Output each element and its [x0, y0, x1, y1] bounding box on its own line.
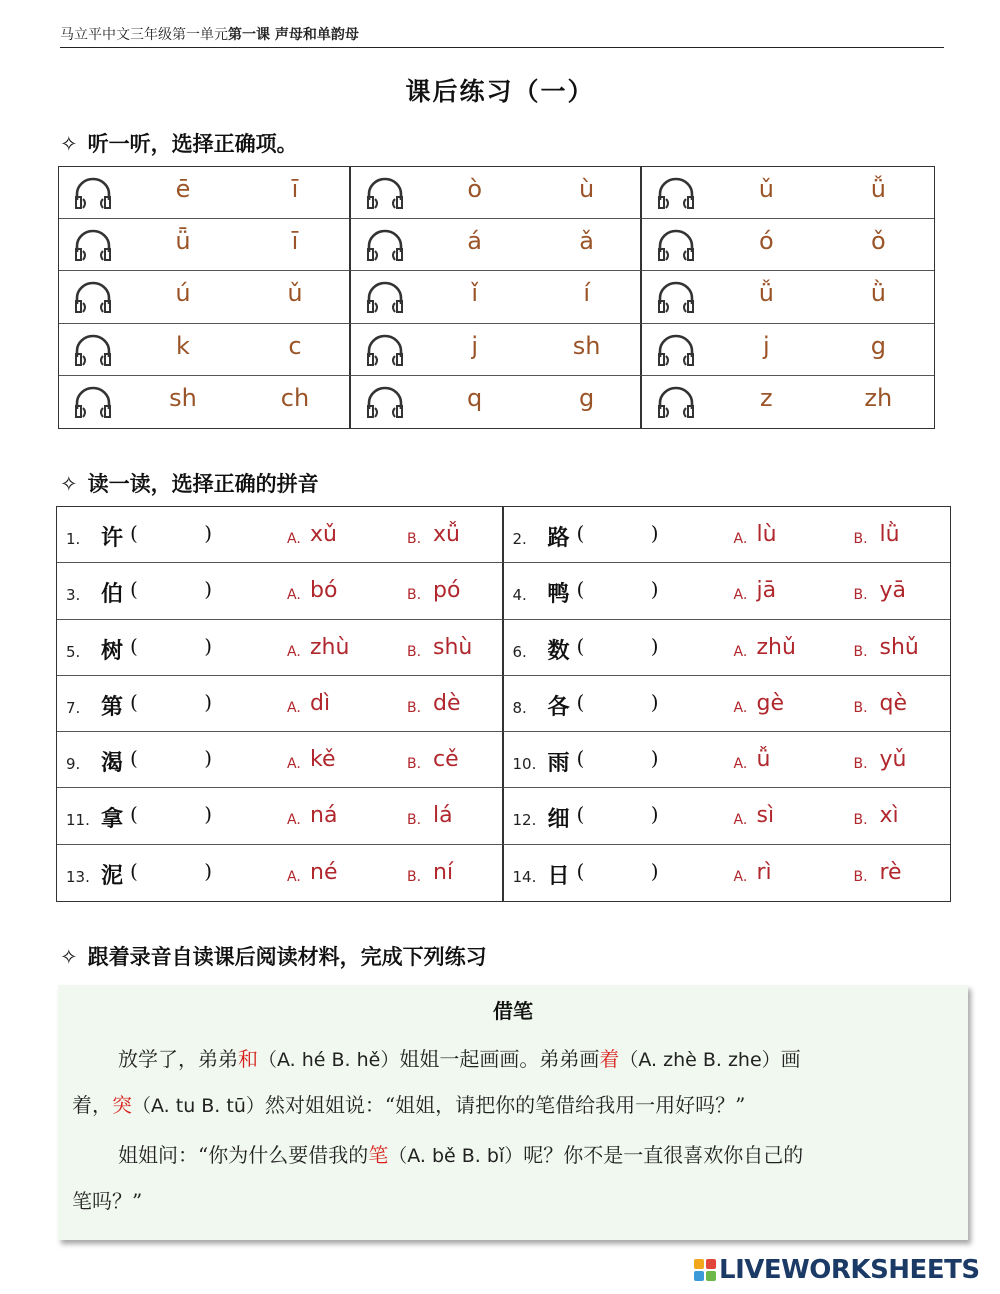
passage-text: 姐姐问：“你为什么要借我的: [118, 1143, 369, 1167]
option-b-pinyin[interactable]: pó: [433, 578, 461, 604]
option-a-pinyin[interactable]: dì: [310, 690, 331, 716]
listen-option-2[interactable]: í: [583, 279, 590, 308]
read-item: [57, 676, 504, 732]
item-number: 14.: [512, 867, 537, 886]
listen-option-1[interactable]: z: [760, 383, 773, 412]
answer-blank[interactable]: [577, 746, 659, 770]
paren-open: (: [130, 689, 138, 714]
passage-line-1: [118, 1043, 801, 1072]
logo-mark-icon: [694, 1259, 716, 1281]
paren-close: ): [204, 633, 212, 658]
read-item: [504, 563, 951, 619]
read-item: [57, 563, 504, 619]
answer-blank[interactable]: [130, 746, 212, 770]
header-course: 马立平中文三年级第一单元: [60, 27, 228, 43]
page-title: 课后练习（一）: [405, 77, 595, 106]
option-b-pinyin[interactable]: yā: [879, 578, 907, 604]
logo-square: [706, 1271, 716, 1281]
option-a-pinyin[interactable]: né: [310, 859, 338, 885]
option-a-letter: A.: [733, 756, 748, 773]
paren-open: (: [130, 577, 138, 602]
listen-item: [59, 219, 351, 271]
option-b-pinyin[interactable]: rè: [879, 859, 902, 885]
read-item: [57, 620, 504, 676]
option-b-letter: B.: [407, 812, 422, 829]
listen-option-2[interactable]: zh: [864, 383, 893, 412]
paren-close: ): [204, 521, 212, 545]
option-b-letter: B.: [407, 643, 422, 660]
item-number: 8.: [512, 698, 527, 717]
listen-option-1[interactable]: á: [467, 227, 483, 256]
section-listen-heading: [60, 128, 298, 158]
passage-choice[interactable]: （A. zhè B. zhe）: [619, 1049, 781, 1071]
paren-open: (: [576, 689, 585, 714]
item-character: 日: [547, 862, 570, 889]
passage-target-char: 笔: [368, 1143, 389, 1167]
passage-text: 画: [780, 1047, 801, 1071]
logo-square: [706, 1259, 716, 1269]
sparkle-icon: ✧: [60, 945, 78, 969]
logo-square: [694, 1259, 704, 1269]
listen-option-1[interactable]: sh: [169, 383, 197, 412]
item-character: 第: [101, 693, 124, 720]
listen-option-1[interactable]: k: [176, 331, 190, 360]
listen-option-2[interactable]: ǎ: [579, 227, 595, 256]
passage-text: 然对姐姐说：“姐姐，请把你的笔借给我用一用好吗？”: [264, 1093, 746, 1117]
listen-option-1[interactable]: ǐ: [471, 279, 478, 308]
listen-option-1[interactable]: ǚ: [758, 279, 774, 308]
listen-option-2[interactable]: ǔ: [287, 279, 303, 308]
option-a-letter: A.: [287, 868, 301, 885]
headphones-icon[interactable]: [656, 176, 696, 210]
headphones-icon[interactable]: [73, 280, 113, 314]
passage-target-char: 着: [599, 1047, 620, 1071]
listen-option-1[interactable]: ú: [175, 279, 191, 308]
headphones-icon[interactable]: [365, 176, 405, 210]
item-character: 树: [101, 637, 124, 664]
listen-option-2[interactable]: ǒ: [870, 227, 886, 256]
option-a-letter: A.: [287, 643, 301, 660]
listen-option-1[interactable]: ò: [467, 175, 482, 203]
item-number: 10.: [512, 755, 537, 774]
item-character: 渴: [101, 750, 124, 777]
listen-item: [59, 271, 351, 323]
paren-open: (: [576, 746, 585, 771]
reading-passage: [58, 985, 968, 1240]
option-b-letter: B.: [407, 756, 422, 773]
answer-blank[interactable]: [577, 577, 659, 601]
passage-target-char: 突: [112, 1093, 132, 1117]
paren-open: (: [576, 521, 585, 545]
paren-close: ): [204, 689, 212, 714]
passage-text: 姐姐一起画画。弟弟画: [399, 1047, 600, 1071]
listen-option-2[interactable]: g: [870, 331, 886, 360]
option-a-pinyin[interactable]: lù: [756, 522, 777, 547]
passage-choice[interactable]: （A. bě B. bǐ）: [388, 1145, 524, 1167]
section-passage-heading: [60, 941, 487, 971]
listen-option-2[interactable]: ch: [280, 383, 310, 412]
read-item: [504, 620, 951, 676]
headphones-icon[interactable]: [365, 333, 405, 367]
section-read-label: 读一读，选择正确的拼音: [87, 471, 319, 496]
item-character: 各: [547, 693, 570, 720]
item-number: 2.: [512, 530, 527, 548]
option-b-pinyin[interactable]: lǜ: [879, 522, 900, 547]
option-b-letter: B.: [853, 531, 868, 547]
option-a-letter: A.: [733, 531, 748, 547]
item-character: 细: [547, 806, 570, 833]
item-number: 9.: [66, 755, 81, 774]
listen-option-2[interactable]: ǜ: [870, 279, 886, 308]
option-b-pinyin[interactable]: shù: [433, 634, 473, 660]
headphones-icon[interactable]: [656, 228, 696, 262]
answer-blank[interactable]: [130, 802, 212, 826]
option-b-pinyin[interactable]: shǔ: [879, 634, 919, 660]
passage-choice[interactable]: （A. tu B. tū）: [132, 1095, 265, 1117]
option-a-letter: A.: [287, 531, 301, 547]
read-item: [504, 845, 951, 901]
paren-close: ): [204, 858, 212, 883]
headphones-icon[interactable]: [73, 228, 113, 262]
paren-open: (: [130, 521, 138, 545]
listen-item: [642, 167, 934, 219]
listen-item: [642, 376, 934, 428]
item-number: 12.: [512, 811, 537, 830]
paren-close: ): [204, 746, 212, 771]
option-b-letter: B.: [407, 868, 422, 885]
item-number: 6.: [512, 642, 527, 661]
headphones-icon[interactable]: [365, 280, 405, 314]
listen-option-2[interactable]: ī: [291, 175, 299, 203]
read-item: [504, 788, 951, 844]
option-a-letter: A.: [733, 643, 748, 660]
option-b-letter: B.: [853, 643, 868, 660]
header-lesson: 第一课 声母和单韵母: [228, 27, 359, 43]
item-number: 1.: [66, 530, 81, 548]
item-character: 泥: [101, 862, 124, 889]
listen-item: [642, 219, 934, 271]
paren-close: ): [204, 802, 212, 827]
paren-close: ): [650, 577, 659, 602]
listen-option-2[interactable]: g: [579, 383, 595, 412]
listen-option-2[interactable]: ù: [579, 175, 595, 203]
answer-blank[interactable]: [577, 859, 659, 883]
listen-item: [59, 376, 351, 428]
paren-close: ): [650, 802, 659, 827]
option-b-letter: B.: [853, 756, 868, 773]
paren-open: (: [576, 858, 585, 883]
paren-close: ): [650, 746, 659, 771]
paren-open: (: [130, 633, 138, 658]
answer-blank[interactable]: [577, 690, 659, 714]
listen-item: [351, 219, 643, 271]
item-number: 7.: [66, 698, 81, 717]
option-b-letter: B.: [853, 812, 868, 829]
listen-option-1[interactable]: j: [471, 331, 478, 360]
answer-blank[interactable]: [577, 634, 659, 658]
option-a-pinyin[interactable]: gè: [756, 690, 784, 716]
read-item: [57, 732, 504, 788]
paren-open: (: [576, 802, 585, 827]
option-a-pinyin[interactable]: rì: [756, 859, 772, 885]
passage-line-3: [118, 1139, 803, 1168]
passage-line-4: 笔吗？”: [72, 1189, 143, 1213]
item-number: 5.: [66, 642, 81, 661]
listen-option-1[interactable]: q: [467, 383, 483, 412]
option-b-letter: B.: [407, 531, 422, 547]
option-a-pinyin[interactable]: zhù: [310, 634, 350, 660]
listen-option-2[interactable]: sh: [572, 331, 601, 360]
option-a-letter: A.: [287, 756, 301, 773]
listen-item: [59, 167, 351, 219]
paren-open: (: [130, 746, 138, 771]
listen-item: [642, 271, 934, 323]
listen-option-1[interactable]: ē: [175, 175, 191, 203]
option-b-pinyin[interactable]: xǚ: [433, 522, 460, 547]
sparkle-icon: ✧: [60, 472, 78, 496]
listen-option-2[interactable]: ǚ: [870, 175, 886, 203]
option-b-letter: B.: [407, 699, 422, 716]
option-b-pinyin[interactable]: lá: [433, 803, 453, 829]
sparkle-icon: ✧: [60, 132, 78, 156]
paren-close: ): [650, 521, 659, 545]
passage-choice[interactable]: （A. hé B. hě）: [258, 1049, 400, 1071]
option-b-pinyin[interactable]: cě: [433, 747, 459, 773]
item-number: 4.: [512, 586, 527, 605]
option-a-letter: A.: [287, 699, 301, 716]
answer-blank[interactable]: [130, 859, 212, 883]
listen-item: [351, 167, 643, 219]
item-character: 拿: [101, 806, 124, 833]
option-a-letter: A.: [733, 699, 748, 716]
option-a-pinyin[interactable]: sì: [756, 803, 775, 829]
option-a-pinyin[interactable]: kě: [310, 747, 336, 773]
item-character: 伯: [101, 581, 124, 608]
headphones-icon[interactable]: [73, 333, 113, 367]
read-item: [504, 676, 951, 732]
read-item: [504, 507, 951, 563]
passage-text: 放学了，弟弟: [118, 1047, 238, 1071]
listen-option-2[interactable]: ī: [291, 227, 299, 256]
listen-item: [351, 271, 643, 323]
listen-item: [351, 324, 643, 376]
read-item: [57, 845, 504, 901]
listen-option-2[interactable]: c: [288, 331, 302, 360]
read-item: [57, 507, 504, 563]
section-listen-label: 听一听，选择正确项。: [87, 131, 298, 156]
option-a-letter: A.: [287, 587, 301, 604]
paren-close: ): [204, 577, 212, 602]
section-passage-label: 跟着录音自读课后阅读材料，完成下列练习: [87, 944, 487, 969]
headphones-icon[interactable]: [656, 385, 696, 419]
headphones-icon[interactable]: [656, 280, 696, 314]
paren-open: (: [576, 577, 585, 602]
option-b-letter: B.: [853, 868, 868, 885]
option-b-letter: B.: [853, 587, 868, 604]
item-character: 雨: [547, 750, 570, 777]
option-b-pinyin[interactable]: xì: [879, 803, 899, 829]
option-b-pinyin[interactable]: ní: [433, 859, 454, 885]
option-a-pinyin[interactable]: zhǔ: [756, 634, 796, 660]
option-a-letter: A.: [287, 812, 301, 829]
read-item: [504, 732, 951, 788]
listen-item: [642, 324, 934, 376]
section-read-heading: [60, 468, 319, 498]
listen-option-1[interactable]: ó: [758, 227, 774, 256]
option-a-letter: A.: [733, 868, 748, 885]
option-a-pinyin[interactable]: bó: [310, 578, 338, 604]
item-character: 路: [547, 525, 570, 551]
listening-table: [58, 166, 935, 429]
item-number: 3.: [66, 586, 81, 605]
passage-text: 着，: [72, 1093, 112, 1117]
answer-blank[interactable]: [130, 521, 212, 545]
option-a-pinyin[interactable]: jā: [756, 578, 777, 604]
item-number: 13.: [66, 867, 90, 886]
headphones-icon[interactable]: [656, 333, 696, 367]
passage-title: 借笔: [493, 999, 533, 1023]
option-b-letter: B.: [407, 587, 422, 604]
paren-close: ): [650, 633, 659, 658]
liveworksheets-logo: [694, 1254, 980, 1286]
option-b-pinyin[interactable]: dè: [433, 690, 461, 716]
paren-open: (: [576, 633, 585, 658]
paren-close: ): [650, 858, 659, 883]
logo-text: LIVEWORKSHEETS: [719, 1255, 980, 1285]
logo-square: [694, 1271, 704, 1281]
headphones-icon[interactable]: [73, 385, 113, 419]
option-a-pinyin[interactable]: ná: [310, 803, 338, 829]
paren-open: (: [130, 802, 138, 827]
listen-item: [351, 376, 643, 428]
option-b-letter: B.: [853, 699, 868, 716]
item-number: 11.: [66, 811, 90, 830]
option-a-pinyin[interactable]: ǚ: [756, 747, 771, 773]
answer-blank[interactable]: [130, 634, 212, 658]
headphones-icon[interactable]: [365, 228, 405, 262]
listen-option-1[interactable]: ǖ: [175, 227, 191, 256]
worksheet-header: [60, 24, 944, 48]
item-character: 许: [101, 525, 124, 551]
answer-blank[interactable]: [130, 690, 212, 714]
passage-line-2: [72, 1089, 745, 1118]
paren-open: (: [130, 858, 138, 883]
headphones-icon[interactable]: [73, 176, 113, 210]
answer-blank[interactable]: [577, 521, 659, 545]
option-a-pinyin[interactable]: xǔ: [310, 522, 337, 547]
option-b-pinyin[interactable]: qè: [879, 690, 907, 716]
passage-target-char: 和: [238, 1047, 258, 1071]
answer-blank[interactable]: [130, 577, 212, 601]
option-a-letter: A.: [733, 812, 748, 829]
item-character: 数: [547, 637, 570, 664]
reading-table: [56, 506, 951, 902]
passage-text: 呢？你不是一直很喜欢你自己的: [523, 1143, 804, 1167]
listen-item: [59, 324, 351, 376]
item-character: 鸭: [547, 581, 570, 608]
option-b-pinyin[interactable]: yǔ: [879, 747, 907, 773]
headphones-icon[interactable]: [365, 385, 405, 419]
read-item: [57, 788, 504, 844]
listen-option-1[interactable]: j: [762, 331, 770, 360]
paren-close: ): [650, 689, 659, 714]
listen-option-1[interactable]: ǔ: [758, 175, 774, 203]
option-a-letter: A.: [733, 587, 748, 604]
answer-blank[interactable]: [577, 802, 659, 826]
